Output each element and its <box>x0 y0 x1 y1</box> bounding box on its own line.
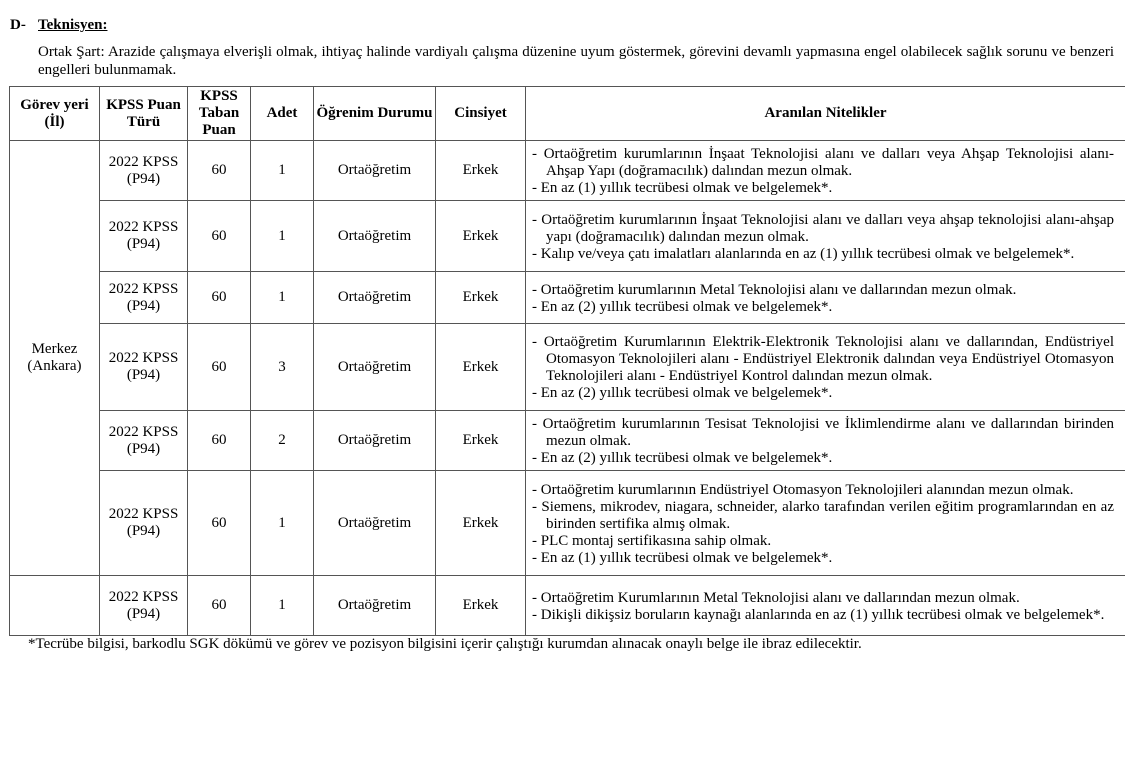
section-title: Teknisyen: <box>38 17 108 33</box>
qualification-item: - Ortaöğretim kurumlarının Metal Teknolojisi alanı ve dallarından mezun olmak. <box>532 281 1017 298</box>
base-score-cell: 60 <box>188 141 251 201</box>
qualifications-cell <box>526 324 1125 411</box>
table-row <box>10 471 1125 576</box>
table-row <box>10 141 1125 201</box>
education-cell: Ortaöğretim <box>314 411 436 471</box>
location-cell: Merkez (Ankara) <box>10 141 100 576</box>
header-gender: Cinsiyet <box>436 87 526 141</box>
table-row <box>10 411 1125 471</box>
qualification-item: - En az (2) yıllık tecrübesi olmak ve belgelemek*. <box>532 298 833 315</box>
gender-cell: Erkek <box>436 411 526 471</box>
qualification-item: - En az (1) yıllık tecrübesi olmak ve belgelemek*. <box>532 549 833 566</box>
qualification-item: - En az (2) yıllık tecrübesi olmak ve belgelemek*. <box>532 450 833 466</box>
qualifications-cell <box>526 272 1125 324</box>
qualification-item: - PLC montaj sertifikasına sahip olmak. <box>532 532 772 549</box>
qualification-item: - Ortaöğretim Kurumlarının Metal Teknolojisi alanı ve dallarından mezun olmak. <box>532 589 1020 606</box>
education-cell: Ortaöğretim <box>314 576 436 636</box>
qualifications-cell <box>526 201 1125 272</box>
base-score-cell: 60 <box>188 324 251 411</box>
score-type-cell: 2022 KPSS (P94) <box>100 324 188 411</box>
qualifications-cell <box>526 411 1125 471</box>
qualification-item: - Ortaöğretim kurumlarının Endüstriyel Otomasyon Teknolojileri alanından mezun olmak. <box>532 481 1074 498</box>
score-type-cell: 2022 KPSS (P94) <box>100 411 188 471</box>
qualifications-list <box>532 416 1114 467</box>
header-education: Öğrenim Durumu <box>314 87 436 141</box>
qualification-item: - Kalıp ve/veya çatı imalatları alanlarında en az (1) yıllık tecrübesi olmak ve belgelemek*. <box>532 245 1075 262</box>
score-type-cell: 2022 KPSS (P94) <box>100 141 188 201</box>
education-cell: Ortaöğretim <box>314 471 436 576</box>
base-score-cell: 60 <box>188 576 251 636</box>
qualification-item: - Ortaöğretim kurumlarının İnşaat Teknolojisi alanı ve dalları veya Ahşap Teknolojisi alanı-Ahşap Yapı (doğramacılık) dalından mezun olmak. <box>532 146 1114 179</box>
gender-cell: Erkek <box>436 272 526 324</box>
education-cell: Ortaöğretim <box>314 324 436 411</box>
header-base-score: KPSS Taban Puan <box>188 87 251 141</box>
header-row <box>10 87 1125 141</box>
score-type-cell: 2022 KPSS (P94) <box>100 272 188 324</box>
common-requirement: Ortak Şart: Arazide çalışmaya elverişli olmak, ihtiyaç halinde vardiyalı çalışma düzenine uyum göstermek, görevini devamlı yapmasına engel olabilecek sağlık sorunu ve benzeri engelleri bulunmamak. <box>38 44 1114 78</box>
base-score-cell: 60 <box>188 471 251 576</box>
qualifications-cell <box>526 141 1125 201</box>
header-location: Görev yeri (İl) <box>10 87 100 141</box>
education-cell: Ortaöğretim <box>314 201 436 272</box>
qualifications-cell <box>526 471 1125 576</box>
qualifications-list <box>532 282 1114 316</box>
qualification-item: - En az (2) yıllık tecrübesi olmak ve belgelemek*. <box>532 385 833 401</box>
count-cell: 1 <box>251 576 314 636</box>
count-cell: 1 <box>251 141 314 201</box>
qualification-item: - Ortaöğretim kurumlarının Tesisat Teknolojisi ve İklimlendirme alanı ve dallarından birinden mezun olmak. <box>532 416 1114 449</box>
gender-cell: Erkek <box>436 576 526 636</box>
count-cell: 1 <box>251 272 314 324</box>
section-letter: D- <box>10 17 26 33</box>
qualification-item: - En az (1) yıllık tecrübesi olmak ve belgelemek*. <box>532 180 833 196</box>
gender-cell: Erkek <box>436 471 526 576</box>
qualification-item: - Ortaöğretim Kurumlarının Elektrik-Elektronik Teknolojisi alanı ve dallarından, Endüstriyel Otomasyon Teknolojileri alanı - Endüstriyel Elektronik dalından veya Endüstriyel Otomasyon Teknolojileri alanı - Endüstriyel Kontrol dalından mezun olmak. <box>532 334 1114 384</box>
count-cell: 3 <box>251 324 314 411</box>
table-row <box>10 576 1125 636</box>
qualifications-cell <box>526 576 1125 636</box>
section-heading <box>10 17 107 34</box>
header-count: Adet <box>251 87 314 141</box>
qualifications-list <box>532 212 1114 263</box>
qualifications-list <box>532 146 1114 197</box>
location-cell-empty <box>10 576 100 636</box>
gender-cell: Erkek <box>436 324 526 411</box>
education-cell: Ortaöğretim <box>314 272 436 324</box>
qualification-item: - Dikişli dikişsiz boruların kaynağı alanlarında en az (1) yıllık tecrübesi olmak ve belgelemek*. <box>532 606 1105 623</box>
qualifications-list <box>532 482 1114 567</box>
table-row <box>10 324 1125 411</box>
header-score-type: KPSS Puan Türü <box>100 87 188 141</box>
header-qualifications: Aranılan Nitelikler <box>526 87 1125 141</box>
count-cell: 2 <box>251 411 314 471</box>
education-cell: Ortaöğretim <box>314 141 436 201</box>
count-cell: 1 <box>251 201 314 272</box>
base-score-cell: 60 <box>188 201 251 272</box>
count-cell: 1 <box>251 471 314 576</box>
qualification-item: - Siemens, mikrodev, niagara, schneider, alarko tarafından verilen eğitim programlarından en az birinden sertifika almış olmak. <box>532 498 1114 532</box>
qualification-item: - Ortaöğretim kurumlarının İnşaat Teknolojisi alanı ve dalları veya ahşap teknolojisi alanı-ahşap yapı (doğramacılık) dalından mezun olmak. <box>532 211 1114 245</box>
table-row <box>10 201 1125 272</box>
qualifications-list <box>532 590 1114 624</box>
gender-cell: Erkek <box>436 201 526 272</box>
table-row <box>10 272 1125 324</box>
footnote: *Tecrübe bilgisi, barkodlu SGK dökümü ve görev ve pozisyon bilgisini içerir çalıştığı kurumdan alınacak onaylı belge ile ibraz edilecektir. <box>28 636 862 652</box>
score-type-cell: 2022 KPSS (P94) <box>100 201 188 272</box>
score-type-cell: 2022 KPSS (P94) <box>100 471 188 576</box>
qualifications-list <box>532 334 1114 402</box>
base-score-cell: 60 <box>188 411 251 471</box>
score-type-cell: 2022 KPSS (P94) <box>100 576 188 636</box>
positions-table <box>9 86 1125 636</box>
gender-cell: Erkek <box>436 141 526 201</box>
base-score-cell: 60 <box>188 272 251 324</box>
